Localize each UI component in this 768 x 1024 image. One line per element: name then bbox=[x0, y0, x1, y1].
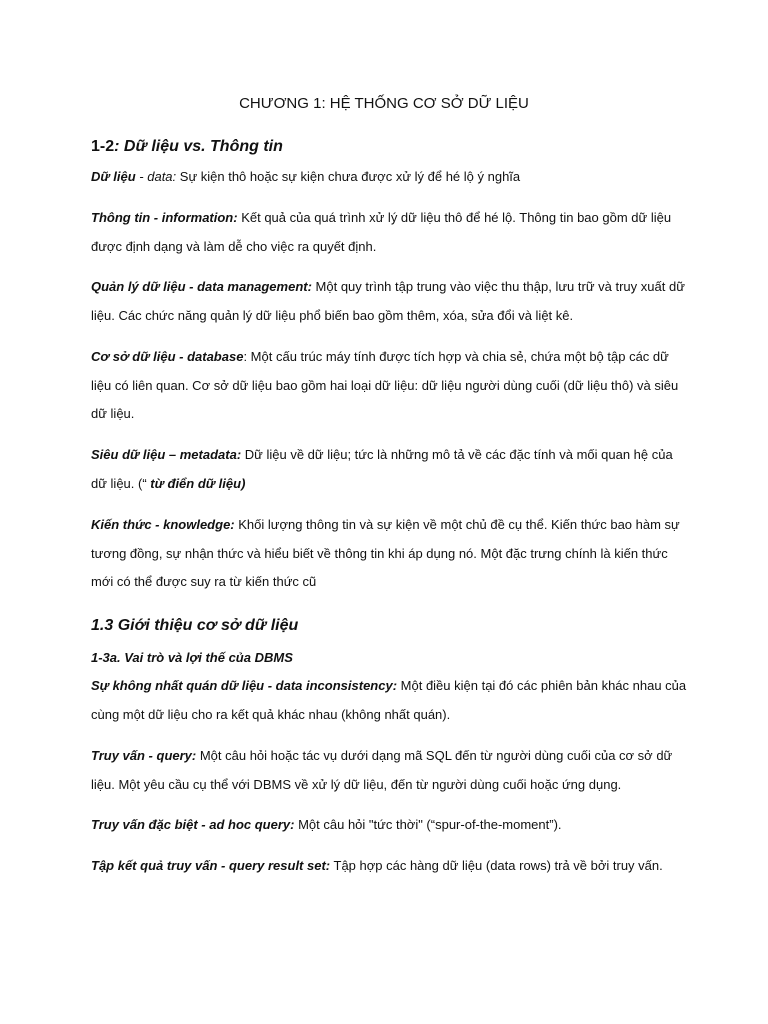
term: Kiến thức - knowledge: bbox=[91, 517, 235, 532]
term: Thông tin - information: bbox=[91, 210, 238, 225]
definition-data-management bbox=[91, 273, 691, 330]
term: Siêu dữ liệu – metadata: bbox=[91, 447, 242, 462]
definition-text: Khối lượng thông tin và sự kiện về một chủ đề cụ thể. Kiến thức bao hàm sự tương đồng, sự nhận thức và hiểu biết về thông tin khi áp dụng nó. Một đặc trưng chính là kiến thức mới có thể được suy ra từ kiến thức cũ bbox=[91, 517, 680, 589]
section-title: : Dữ liệu vs. Thông tin bbox=[114, 138, 283, 155]
term: Cơ sở dữ liệu - database bbox=[91, 349, 244, 364]
section-number: 1-2 bbox=[91, 138, 115, 155]
definition-tail: từ điển dữ liệu) bbox=[146, 475, 246, 491]
definition-text: : Một cấu trúc máy tính được tích hợp và chia sẻ, chứa một bộ tập các dữ liệu có liên quan. Cơ sở dữ liệu bao gồm hai loại dữ liệu: dữ liệu người dùng cuối (dữ liệu thô) và siêu dữ liệu. bbox=[91, 349, 679, 421]
term: Truy vấn đặc biệt - ad hoc query: bbox=[91, 817, 295, 832]
definition-knowledge bbox=[91, 511, 691, 597]
definition-text: Dữ liệu về dữ liệu; tức là những mô tả về các đặc tính và mối quan hệ của dữ liệu. (“ bbox=[91, 447, 673, 491]
definition-text: Kết quả của quá trình xử lý dữ liệu thô để hé lộ. Thông tin bao gồm dữ liệu được định dạng và làm dễ cho việc ra quyết định. bbox=[91, 210, 672, 254]
term: Truy vấn - query: bbox=[91, 748, 197, 763]
definition-query bbox=[91, 742, 691, 799]
definition-text: Một câu hỏi hoặc tác vụ dưới dạng mã SQL đến từ người dùng cuối của cơ sở dữ liệu. Một yêu cầu cụ thể với DBMS về xử lý dữ liệu, đến từ người dùng cuối hoặc ứng dụng. bbox=[91, 748, 673, 792]
chapter-title: CHƯƠNG 1: HỆ THỐNG CƠ SỞ DỮ LIỆU bbox=[239, 95, 529, 112]
definition-data-inconsistency bbox=[91, 672, 691, 729]
definition-information bbox=[91, 204, 691, 261]
term: Quản lý dữ liệu - data management: bbox=[91, 279, 312, 294]
section-heading-1-2 bbox=[91, 137, 283, 157]
section-heading-1-3: 1.3 Giới thiệu cơ sở dữ liệu bbox=[91, 617, 299, 634]
definition-text: Một câu hỏi "tức thời" (“spur-of-the-moment”). bbox=[294, 817, 562, 832]
definition-metadata bbox=[91, 441, 691, 498]
definition-query-result-set bbox=[91, 852, 691, 881]
definition-text: Sự kiện thô hoặc sự kiện chưa được xử lý để hé lộ ý nghĩa bbox=[176, 169, 521, 184]
term: Sự không nhất quán dữ liệu - data inconsistency: bbox=[91, 678, 398, 693]
definition-text: Một quy trình tập trung vào việc thu thập, lưu trữ và truy xuất dữ liệu. Các chức năng quản lý dữ liệu phổ biến bao gồm thêm, xóa, sửa đổi và liệt kê. bbox=[91, 279, 685, 323]
definition-database bbox=[91, 343, 691, 429]
subsection-heading-1-3a: 1-3a. Vai trò và lợi thế của DBMS bbox=[91, 650, 293, 665]
definition-text: Một điều kiện tại đó các phiên bản khác nhau của cùng một dữ liệu cho ra kết quả khác nhau (không nhất quán). bbox=[91, 678, 687, 722]
term: Tập kết quả truy vấn - query result set: bbox=[91, 858, 331, 873]
definition-text: Tập hợp các hàng dữ liệu (data rows) trả về bởi truy vấn. bbox=[330, 858, 663, 873]
definition-ad-hoc-query bbox=[91, 811, 691, 840]
definition-data bbox=[91, 163, 691, 192]
term: Dữ liệu - data: bbox=[91, 169, 177, 184]
